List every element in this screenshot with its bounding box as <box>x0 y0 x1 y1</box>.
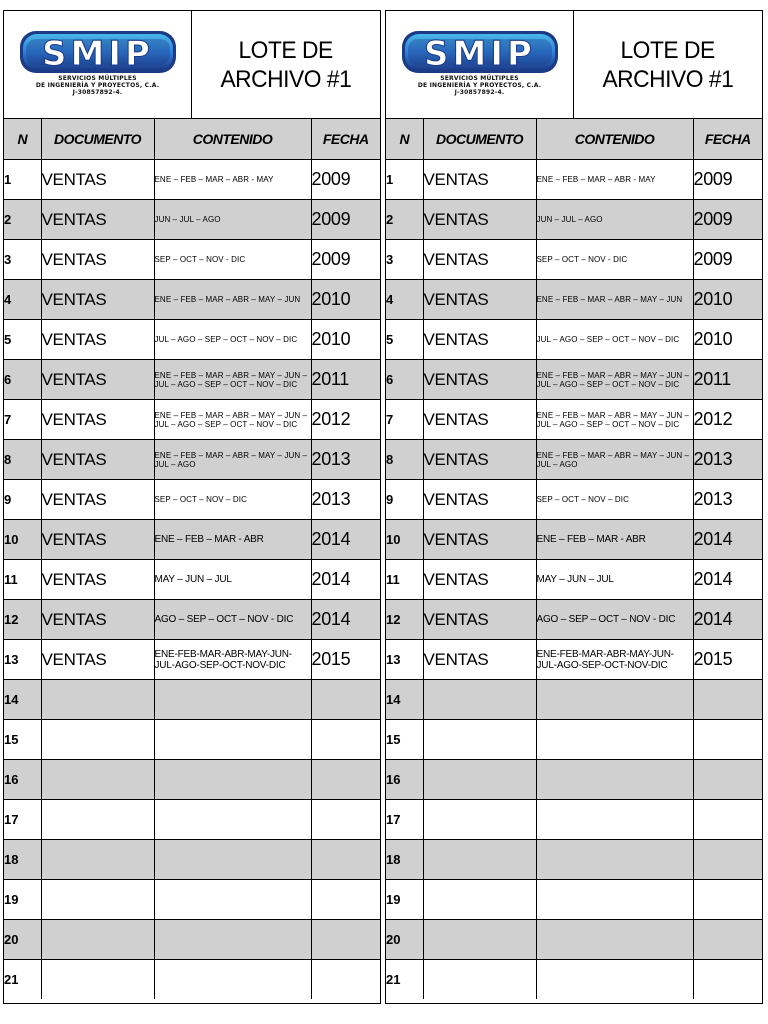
row-documento <box>423 760 536 800</box>
row-contenido <box>154 960 311 1000</box>
smip-logo-icon <box>20 31 176 73</box>
header-n: N <box>4 119 41 160</box>
row-contenido <box>154 880 311 920</box>
row-number: 21 <box>4 960 41 1000</box>
row-fecha <box>693 920 762 960</box>
row-documento: VENTAS <box>423 360 536 400</box>
svg-text:SMIP: SMIP <box>424 34 536 73</box>
header-documento: DOCUMENTO <box>423 119 536 160</box>
row-contenido <box>536 720 693 760</box>
row-fecha: 2015 <box>693 640 762 680</box>
row-number: 13 <box>4 640 41 680</box>
row-documento: VENTAS <box>423 560 536 600</box>
row-contenido: JUN – JUL – AGO <box>536 200 693 240</box>
table-row <box>4 640 380 680</box>
row-contenido: JUN – JUL – AGO <box>154 200 311 240</box>
row-documento: VENTAS <box>423 240 536 280</box>
row-fecha <box>311 880 380 920</box>
archive-table <box>386 119 762 999</box>
row-contenido: AGO – SEP – OCT – NOV - DIC <box>536 600 693 640</box>
row-contenido <box>154 680 311 720</box>
row-number: 2 <box>386 200 423 240</box>
row-documento: VENTAS <box>41 640 154 680</box>
row-documento: VENTAS <box>423 320 536 360</box>
row-number: 18 <box>4 840 41 880</box>
row-documento: VENTAS <box>423 600 536 640</box>
row-number: 12 <box>4 600 41 640</box>
row-contenido <box>154 800 311 840</box>
row-fecha: 2015 <box>311 640 380 680</box>
title-line-1: LOTE DE <box>238 36 334 64</box>
row-documento <box>41 720 154 760</box>
row-fecha: 2013 <box>693 480 762 520</box>
row-number: 12 <box>386 600 423 640</box>
row-documento <box>423 840 536 880</box>
row-documento: VENTAS <box>423 160 536 200</box>
row-contenido: ENE-FEB-MAR-ABR-MAY-JUN-JUL-AGO-SEP-OCT-NOV-DIC <box>154 640 311 680</box>
row-documento <box>423 800 536 840</box>
row-contenido: MAY – JUN – JUL <box>536 560 693 600</box>
row-fecha: 2009 <box>311 160 380 200</box>
table-row <box>4 200 380 240</box>
row-documento: VENTAS <box>41 200 154 240</box>
logo-line-2: DE INGENIERÍA Y PROYECTOS, C.A. <box>35 82 160 89</box>
row-documento: VENTAS <box>41 400 154 440</box>
row-contenido <box>154 920 311 960</box>
row-fecha <box>311 840 380 880</box>
row-number: 21 <box>386 960 423 1000</box>
row-number: 17 <box>386 800 423 840</box>
row-fecha <box>693 880 762 920</box>
row-contenido: ENE – FEB – MAR - ABR <box>536 520 693 560</box>
table-body <box>4 160 380 1000</box>
table-row <box>4 400 380 440</box>
row-fecha <box>311 760 380 800</box>
row-contenido <box>154 720 311 760</box>
table-row <box>386 240 762 280</box>
row-documento <box>41 800 154 840</box>
row-number: 10 <box>386 520 423 560</box>
row-documento: VENTAS <box>423 520 536 560</box>
row-fecha <box>693 960 762 1000</box>
row-number: 20 <box>386 920 423 960</box>
row-number: 18 <box>386 840 423 880</box>
row-number: 1 <box>386 160 423 200</box>
row-fecha <box>693 840 762 880</box>
row-fecha: 2014 <box>311 520 380 560</box>
table-row <box>386 680 762 720</box>
table-row <box>4 440 380 480</box>
table-row <box>4 320 380 360</box>
label-header <box>386 11 762 119</box>
table-row <box>4 760 380 800</box>
logo-line-1: SERVICIOS MÚLTIPLES <box>58 75 137 82</box>
table-row <box>386 280 762 320</box>
row-number: 8 <box>386 440 423 480</box>
row-contenido: ENE – FEB – MAR – ABR – MAY – JUN – JUL – AGO <box>154 440 311 480</box>
header-documento: DOCUMENTO <box>41 119 154 160</box>
table-row <box>386 200 762 240</box>
row-fecha: 2010 <box>311 280 380 320</box>
row-documento: VENTAS <box>41 240 154 280</box>
row-number: 5 <box>4 320 41 360</box>
row-number: 9 <box>386 480 423 520</box>
company-logo <box>386 11 574 118</box>
row-documento <box>41 880 154 920</box>
row-fecha: 2014 <box>693 520 762 560</box>
row-contenido: ENE – FEB – MAR – ABR – MAY – JUN – JUL – AGO – SEP – OCT – NOV – DIC <box>154 400 311 440</box>
archive-table <box>4 119 380 999</box>
row-number: 4 <box>4 280 41 320</box>
row-contenido <box>536 960 693 1000</box>
row-contenido <box>536 840 693 880</box>
table-row <box>4 480 380 520</box>
row-documento: VENTAS <box>41 480 154 520</box>
row-contenido <box>154 840 311 880</box>
row-fecha <box>311 720 380 760</box>
logo-line-1: SERVICIOS MÚLTIPLES <box>440 75 519 82</box>
title-line-2: ARCHIVO #1 <box>220 65 352 93</box>
table-row <box>386 800 762 840</box>
logo-line-2: DE INGENIERÍA Y PROYECTOS, C.A. <box>417 82 542 89</box>
table-row <box>4 680 380 720</box>
table-row <box>386 400 762 440</box>
row-fecha <box>311 680 380 720</box>
table-row <box>4 880 380 920</box>
row-number: 8 <box>4 440 41 480</box>
row-fecha <box>693 680 762 720</box>
row-documento <box>423 720 536 760</box>
row-fecha: 2009 <box>311 200 380 240</box>
row-number: 11 <box>386 560 423 600</box>
table-row <box>4 840 380 880</box>
row-contenido: JUL – AGO – SEP – OCT – NOV – DIC <box>154 320 311 360</box>
row-documento <box>41 840 154 880</box>
table-body <box>386 160 762 1000</box>
row-contenido <box>154 760 311 800</box>
table-row <box>4 920 380 960</box>
row-fecha: 2014 <box>311 560 380 600</box>
row-fecha: 2010 <box>693 320 762 360</box>
row-fecha: 2009 <box>693 240 762 280</box>
row-number: 7 <box>386 400 423 440</box>
row-number: 10 <box>4 520 41 560</box>
row-contenido: ENE – FEB – MAR – ABR – MAY – JUN – JUL – AGO – SEP – OCT – NOV – DIC <box>154 360 311 400</box>
row-number: 20 <box>4 920 41 960</box>
table-row <box>4 560 380 600</box>
row-documento: VENTAS <box>423 440 536 480</box>
row-fecha: 2009 <box>311 240 380 280</box>
row-contenido: SEP – OCT – NOV – DIC <box>536 480 693 520</box>
company-logo <box>4 11 192 118</box>
table-row <box>386 880 762 920</box>
row-fecha: 2009 <box>693 200 762 240</box>
row-contenido: ENE – FEB – MAR – ABR - MAY <box>154 160 311 200</box>
title-line-2: ARCHIVO #1 <box>602 65 734 93</box>
row-contenido <box>536 760 693 800</box>
row-documento: VENTAS <box>41 320 154 360</box>
row-contenido: ENE – FEB – MAR – ABR – MAY – JUN <box>154 280 311 320</box>
row-documento: VENTAS <box>423 640 536 680</box>
table-row <box>4 240 380 280</box>
row-documento: VENTAS <box>41 600 154 640</box>
row-number: 6 <box>386 360 423 400</box>
label-title <box>192 11 380 118</box>
row-contenido: SEP – OCT – NOV - DIC <box>154 240 311 280</box>
row-fecha: 2012 <box>693 400 762 440</box>
row-documento <box>41 920 154 960</box>
table-row <box>386 640 762 680</box>
row-documento <box>423 880 536 920</box>
row-documento: VENTAS <box>423 200 536 240</box>
row-fecha: 2013 <box>311 480 380 520</box>
row-contenido: ENE – FEB – MAR – ABR – MAY – JUN <box>536 280 693 320</box>
row-fecha: 2010 <box>311 320 380 360</box>
row-documento: VENTAS <box>423 280 536 320</box>
table-row <box>386 520 762 560</box>
label-title <box>574 11 762 118</box>
row-number: 14 <box>4 680 41 720</box>
header-contenido: CONTENIDO <box>154 119 311 160</box>
row-number: 5 <box>386 320 423 360</box>
header-fecha: FECHA <box>311 119 380 160</box>
row-contenido: MAY – JUN – JUL <box>154 560 311 600</box>
row-number: 14 <box>386 680 423 720</box>
row-documento <box>41 760 154 800</box>
row-fecha <box>311 960 380 1000</box>
row-fecha: 2010 <box>693 280 762 320</box>
header-fecha: FECHA <box>693 119 762 160</box>
table-row <box>386 760 762 800</box>
table-row <box>386 320 762 360</box>
table-row <box>4 600 380 640</box>
header-contenido: CONTENIDO <box>536 119 693 160</box>
row-fecha: 2011 <box>311 360 380 400</box>
table-row <box>386 920 762 960</box>
row-fecha: 2013 <box>311 440 380 480</box>
row-fecha: 2013 <box>693 440 762 480</box>
title-line-1: LOTE DE <box>620 36 716 64</box>
archive-label-right <box>385 10 763 1004</box>
row-fecha: 2014 <box>693 600 762 640</box>
row-documento <box>423 960 536 1000</box>
table-row <box>386 440 762 480</box>
table-row <box>386 360 762 400</box>
row-documento <box>423 680 536 720</box>
row-contenido: ENE-FEB-MAR-ABR-MAY-JUN-JUL-AGO-SEP-OCT-NOV-DIC <box>536 640 693 680</box>
header-n: N <box>386 119 423 160</box>
row-contenido: ENE – FEB – MAR – ABR – MAY – JUN – JUL – AGO <box>536 440 693 480</box>
table-row <box>386 960 762 1000</box>
row-contenido: AGO – SEP – OCT – NOV - DIC <box>154 600 311 640</box>
table-header-row <box>4 119 380 160</box>
row-contenido <box>536 680 693 720</box>
row-number: 17 <box>4 800 41 840</box>
table-row <box>4 520 380 560</box>
row-contenido: ENE – FEB – MAR – ABR – MAY – JUN – JUL – AGO – SEP – OCT – NOV – DIC <box>536 400 693 440</box>
row-fecha <box>693 800 762 840</box>
row-contenido: ENE – FEB – MAR – ABR – MAY – JUN – JUL – AGO – SEP – OCT – NOV – DIC <box>536 360 693 400</box>
archive-label-left <box>3 10 381 1004</box>
table-row <box>4 280 380 320</box>
row-contenido: ENE – FEB – MAR – ABR - MAY <box>536 160 693 200</box>
table-row <box>386 720 762 760</box>
row-number: 19 <box>386 880 423 920</box>
row-documento: VENTAS <box>41 560 154 600</box>
row-fecha: 2014 <box>693 560 762 600</box>
logo-line-3: J-30857892-4. <box>72 89 123 96</box>
table-header-row <box>386 119 762 160</box>
table-row <box>4 720 380 760</box>
row-contenido <box>536 880 693 920</box>
row-number: 2 <box>4 200 41 240</box>
table-row <box>386 840 762 880</box>
row-documento: VENTAS <box>423 480 536 520</box>
row-number: 13 <box>386 640 423 680</box>
row-number: 19 <box>4 880 41 920</box>
row-fecha: 2014 <box>311 600 380 640</box>
row-number: 15 <box>4 720 41 760</box>
row-number: 3 <box>386 240 423 280</box>
table-row <box>4 800 380 840</box>
row-documento: VENTAS <box>423 400 536 440</box>
row-documento <box>41 680 154 720</box>
row-number: 6 <box>4 360 41 400</box>
row-documento: VENTAS <box>41 440 154 480</box>
smip-logo-icon <box>402 31 558 73</box>
svg-text:SMIP: SMIP <box>42 34 154 73</box>
row-documento: VENTAS <box>41 280 154 320</box>
row-documento: VENTAS <box>41 360 154 400</box>
logo-line-3: J-30857892-4. <box>454 89 505 96</box>
row-documento <box>423 920 536 960</box>
row-contenido: SEP – OCT – NOV – DIC <box>154 480 311 520</box>
row-contenido: SEP – OCT – NOV - DIC <box>536 240 693 280</box>
row-contenido <box>536 920 693 960</box>
row-number: 9 <box>4 480 41 520</box>
row-fecha: 2012 <box>311 400 380 440</box>
row-number: 7 <box>4 400 41 440</box>
row-documento: VENTAS <box>41 160 154 200</box>
table-row <box>4 360 380 400</box>
row-number: 16 <box>386 760 423 800</box>
table-row <box>386 600 762 640</box>
row-fecha <box>311 920 380 960</box>
row-number: 3 <box>4 240 41 280</box>
row-fecha <box>693 720 762 760</box>
row-number: 11 <box>4 560 41 600</box>
row-contenido: JUL – AGO – SEP – OCT – NOV – DIC <box>536 320 693 360</box>
row-documento <box>41 960 154 1000</box>
row-number: 1 <box>4 160 41 200</box>
row-fecha <box>311 800 380 840</box>
row-fecha: 2009 <box>693 160 762 200</box>
row-contenido <box>536 800 693 840</box>
row-number: 15 <box>386 720 423 760</box>
table-row <box>4 160 380 200</box>
row-contenido: ENE – FEB – MAR - ABR <box>154 520 311 560</box>
table-row <box>386 160 762 200</box>
row-number: 4 <box>386 280 423 320</box>
table-row <box>386 480 762 520</box>
row-fecha: 2011 <box>693 360 762 400</box>
row-number: 16 <box>4 760 41 800</box>
table-row <box>4 960 380 1000</box>
label-header <box>4 11 380 119</box>
row-fecha <box>693 760 762 800</box>
table-row <box>386 560 762 600</box>
row-documento: VENTAS <box>41 520 154 560</box>
